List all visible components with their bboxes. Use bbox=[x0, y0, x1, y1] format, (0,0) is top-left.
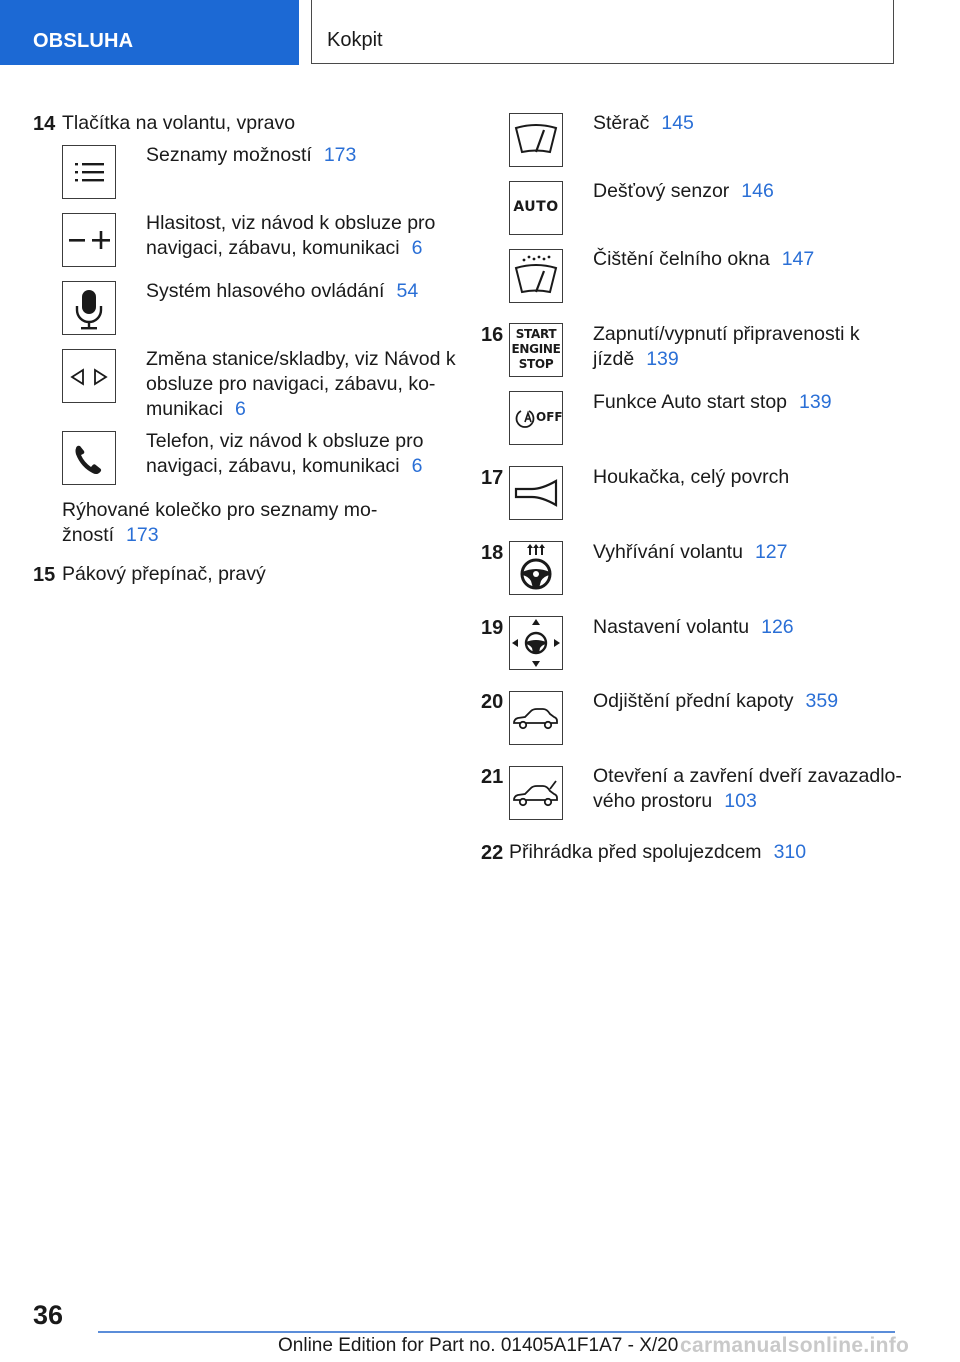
page-ref-link[interactable]: 54 bbox=[396, 280, 419, 302]
hood-release-icon bbox=[509, 691, 563, 745]
item-text-17: Houkačka, celý povrch bbox=[593, 466, 790, 488]
washer-icon bbox=[509, 249, 563, 303]
phone-icon bbox=[62, 431, 116, 485]
page-ref-link[interactable]: 145 bbox=[661, 112, 694, 134]
item-title-14: Tlačítka na volantu, vpravo bbox=[62, 112, 296, 134]
page-ref-link[interactable]: 146 bbox=[741, 180, 774, 202]
item-number-19: 19 bbox=[481, 617, 504, 639]
trunk-icon bbox=[509, 766, 563, 820]
section-title: OBSLUHA bbox=[33, 30, 134, 52]
entry-text: Změna stanice/skladby, viz Návod k obsluze pro navigaci, zábavu, ko- munikaci 6 bbox=[146, 348, 456, 420]
page-ref-link[interactable]: 310 bbox=[773, 841, 807, 863]
page-ref-link[interactable]: 6 bbox=[411, 455, 423, 477]
page-ref-link[interactable]: 173 bbox=[126, 524, 159, 546]
wiper-icon bbox=[509, 113, 563, 167]
page-ref-link[interactable]: 139 bbox=[646, 348, 679, 370]
auto-icon-label: AUTO bbox=[513, 199, 559, 215]
item-number-14: 14 bbox=[33, 113, 56, 135]
horn-icon bbox=[509, 466, 563, 520]
entry-text: Čištění čelního okna 147 bbox=[593, 248, 815, 270]
page-ref-link[interactable]: 126 bbox=[761, 616, 794, 638]
entry-text: Stěrač 145 bbox=[593, 112, 694, 134]
page-number: 36 bbox=[33, 1300, 64, 1330]
page-ref-link[interactable]: 147 bbox=[781, 248, 815, 270]
watermark: carmanualsonline.info bbox=[680, 1334, 910, 1357]
page-ref-link[interactable]: 127 bbox=[754, 541, 788, 563]
entry-text: Přihrádka před spolujezdcem 310 bbox=[509, 841, 807, 863]
page-ref-link[interactable]: 6 bbox=[411, 237, 423, 259]
item-number-20: 20 bbox=[481, 691, 504, 713]
item-number-16: 16 bbox=[481, 324, 504, 346]
item-number-17: 17 bbox=[481, 467, 504, 489]
chapter-title: Kokpit bbox=[327, 29, 383, 51]
entry-text: Zapnutí/vypnutí připravenosti k jízdě 139 bbox=[593, 323, 860, 370]
item-number-22: 22 bbox=[481, 842, 504, 864]
volume-minus-plus-icon bbox=[62, 213, 116, 267]
steering-adjust-icon bbox=[509, 616, 563, 670]
list-icon bbox=[62, 145, 116, 199]
entry-text: Seznamy možností 173 bbox=[146, 144, 357, 166]
entry-text: Dešťový senzor 146 bbox=[593, 180, 774, 202]
entry-text: Vyhřívání volantu 127 bbox=[593, 541, 788, 563]
entry-text: Funkce Auto start stop 139 bbox=[593, 391, 832, 413]
chapter-header bbox=[311, 0, 894, 64]
microphone-icon bbox=[62, 281, 116, 335]
start-engine-stop-icon: START ENGINE STOP bbox=[509, 323, 563, 377]
prev-next-icon bbox=[62, 349, 116, 403]
section-tab bbox=[0, 0, 299, 65]
entry-text: Nastavení volantu 126 bbox=[593, 616, 794, 638]
item-number-18: 18 bbox=[481, 542, 504, 564]
page-ref-link[interactable]: 139 bbox=[799, 391, 832, 413]
item-number-21: 21 bbox=[481, 766, 504, 788]
entry-text: Otevření a zavření dveří zavazadlo- vého prostoru 103 bbox=[593, 765, 902, 812]
page-ref-link[interactable]: 103 bbox=[724, 790, 757, 812]
auto-start-stop-off-icon bbox=[509, 391, 563, 445]
off-label: OFF bbox=[536, 410, 563, 424]
item-number-15: 15 bbox=[33, 564, 56, 586]
page-ref-link[interactable]: 6 bbox=[234, 398, 246, 420]
footer-divider bbox=[98, 1331, 895, 1333]
entry-text: Systém hlasového ovládání 54 bbox=[146, 280, 419, 302]
entry-text: Odjištění přední kapoty 359 bbox=[593, 690, 839, 712]
page-ref-link[interactable]: 173 bbox=[323, 144, 357, 166]
item-title-15: Pákový přepínač, pravý bbox=[62, 563, 266, 585]
entry-text: Rýhované kolečko pro seznamy mo- žností 173 bbox=[62, 499, 378, 546]
footer-edition: Online Edition for Part no. 01405A1F1A7 - X/20 bbox=[278, 1335, 679, 1356]
steering-heating-icon bbox=[509, 541, 563, 595]
auto-icon bbox=[509, 181, 563, 235]
entry-text: Hlasitost, viz návod k obsluze pro navigaci, zábavu, komunikaci 6 bbox=[146, 212, 436, 259]
page-ref-link[interactable]: 359 bbox=[805, 690, 839, 712]
entry-text: Telefon, viz návod k obsluze pro navigaci, zábavu, komunikaci 6 bbox=[146, 430, 424, 477]
